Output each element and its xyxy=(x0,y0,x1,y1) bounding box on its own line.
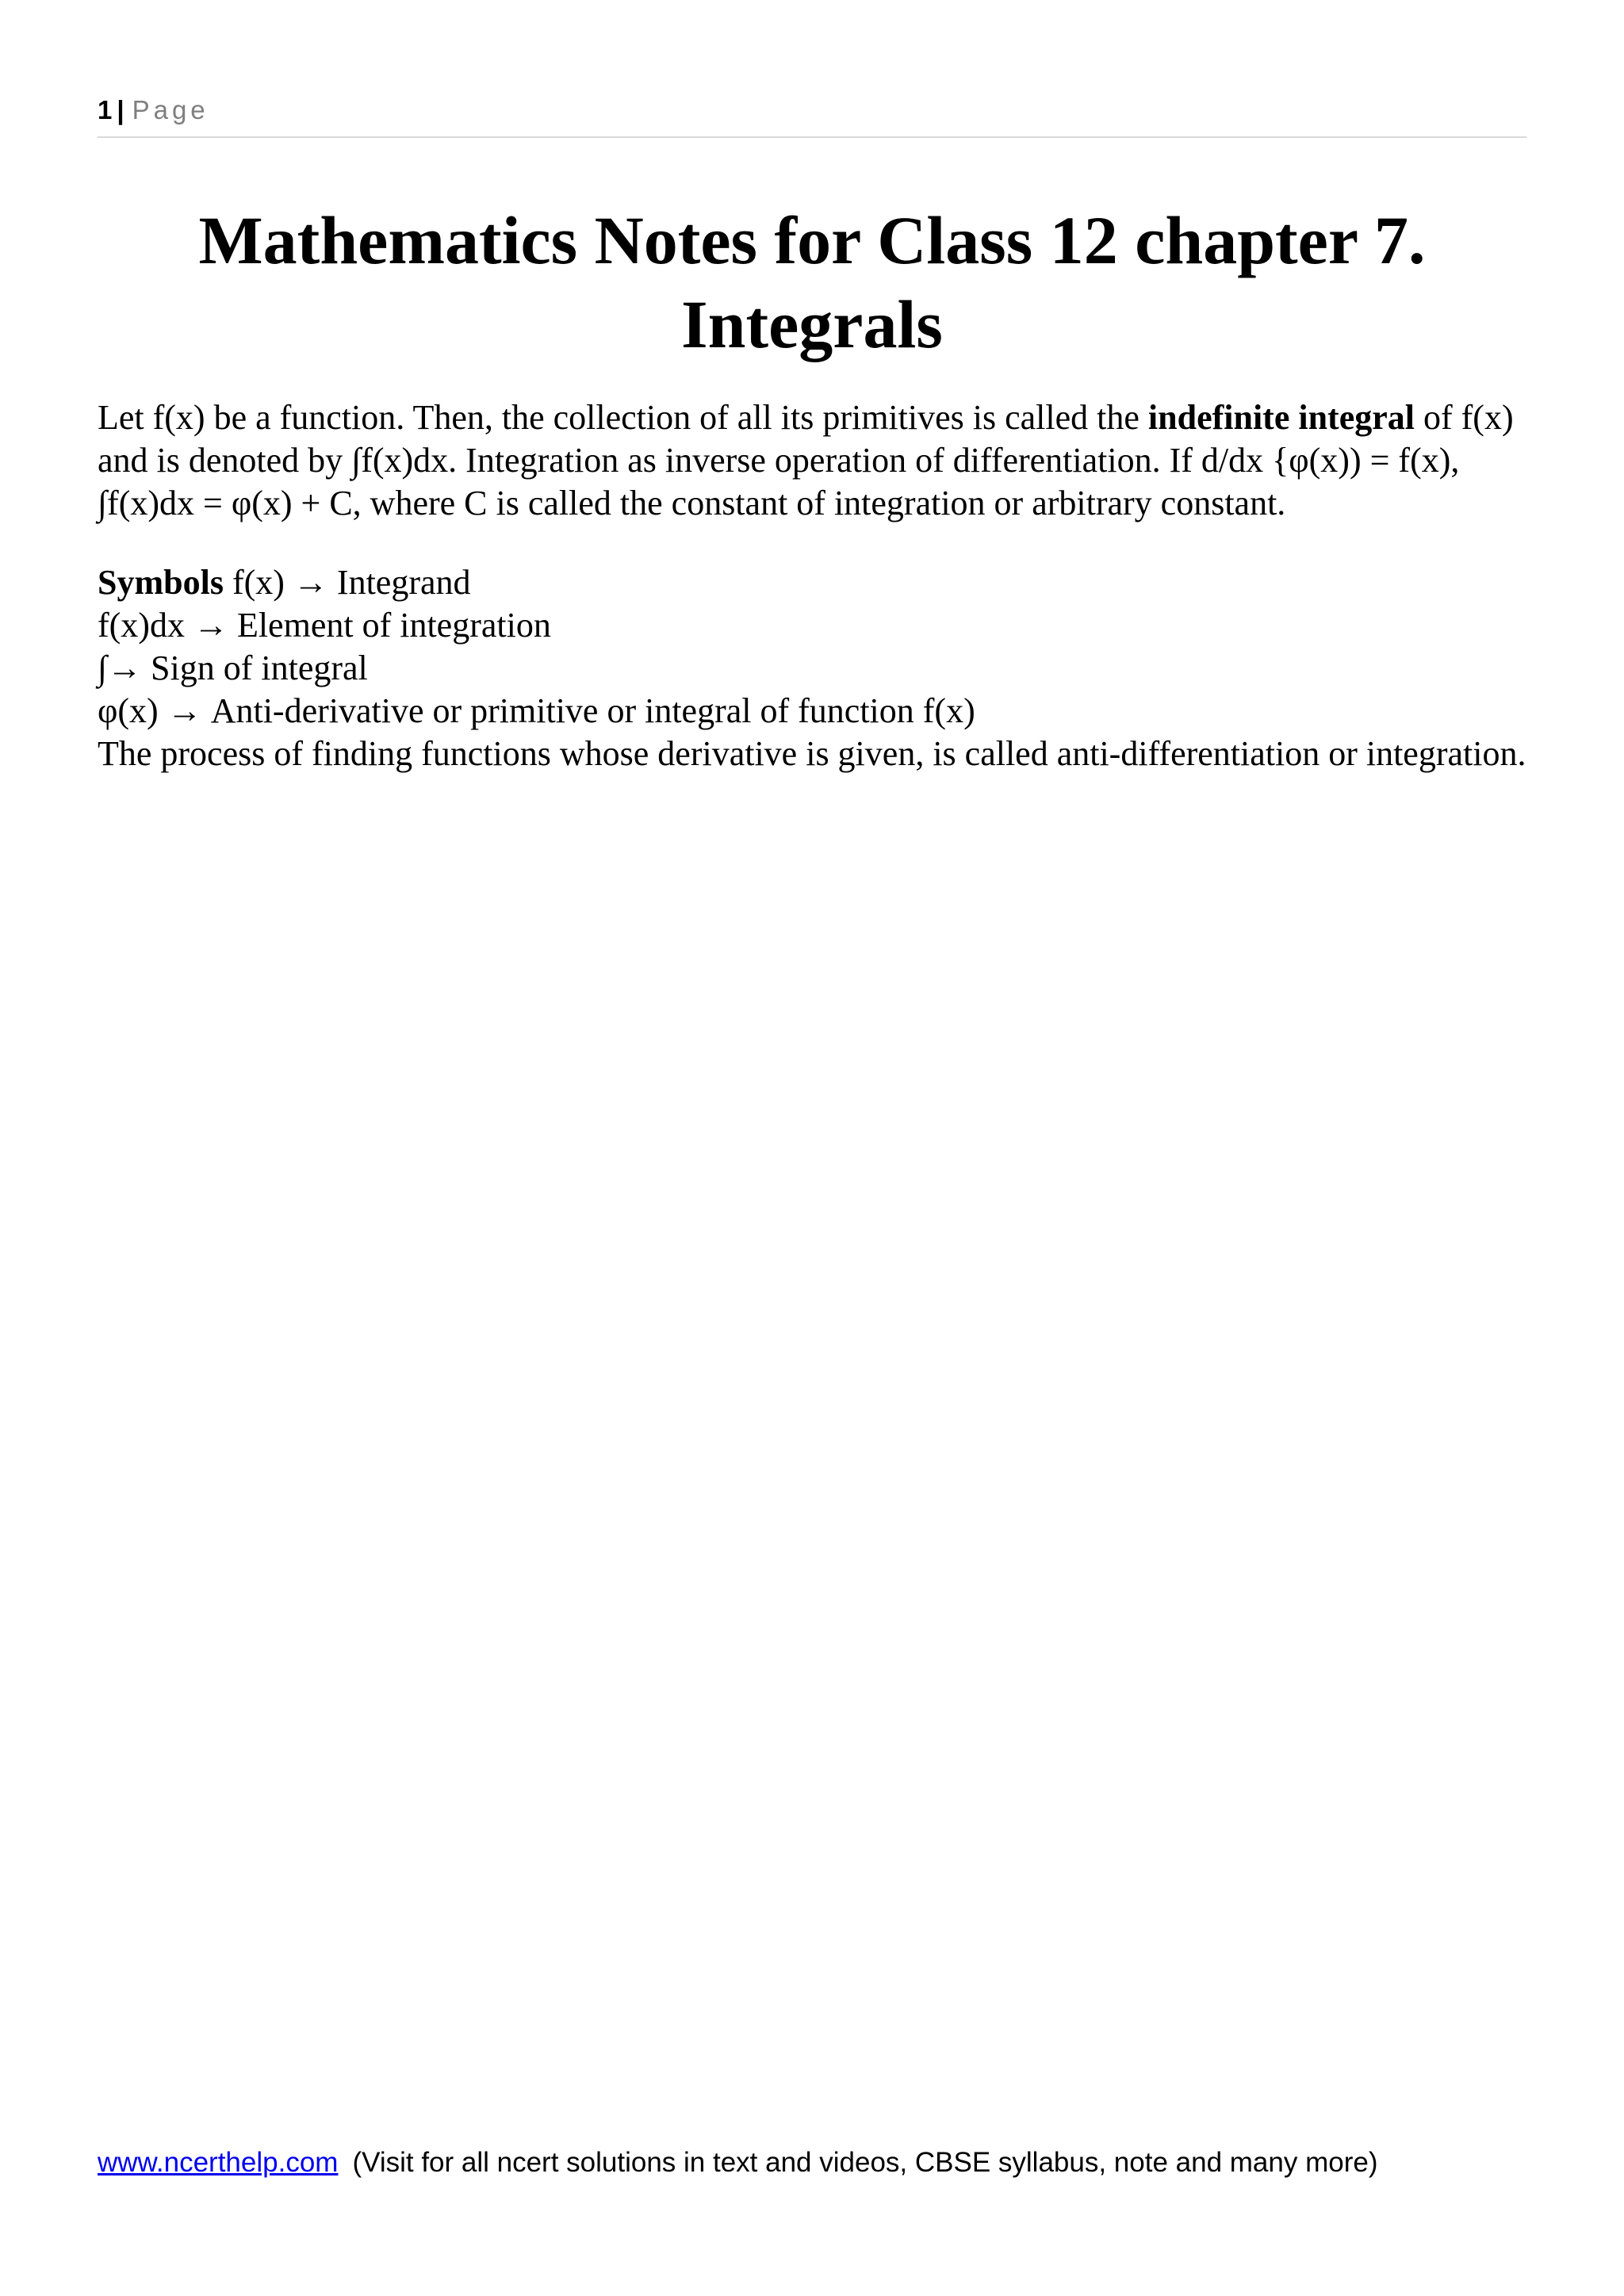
page-footer xyxy=(98,2147,1377,2179)
symbols-line xyxy=(98,561,1526,604)
intro-text-start: Let f(x) be a function. Then, the collection of all its primitives is called the xyxy=(98,398,1148,437)
document-body xyxy=(98,396,1526,775)
page-label: Page xyxy=(132,95,209,124)
symbol-element: f(x)dx → Element of integration xyxy=(98,606,551,645)
page-header xyxy=(98,95,1526,138)
intro-paragraph xyxy=(98,396,1526,525)
indefinite-integral-term: indefinite integral xyxy=(1147,398,1415,437)
page-separator: | xyxy=(117,95,124,124)
footer-note: (Visit for all ncert solutions in text and videos, CBSE syllabus, note and many more) xyxy=(352,2147,1378,2178)
symbol-integral-sign: ∫→ Sign of integral xyxy=(98,649,368,687)
page-title: Mathematics Notes for Class 12 chapter 7. Integrals xyxy=(198,202,1426,362)
symbols-section xyxy=(98,561,1526,775)
symbols-heading: Symbols xyxy=(98,563,224,602)
symbol-integrand: f(x) → Integrand xyxy=(223,563,471,602)
symbol-antiderivative: φ(x) → Anti-derivative or primitive or integral of function f(x) xyxy=(98,691,975,730)
intro-text-end: of f(x) and is denoted by ∫f(x)dx. Integration as inverse operation of differentiation. If d/dx {φ(x)) = f(x), ∫f(x)dx = φ(x) + C, where C is called the constant of integration or arbitrary constant. xyxy=(98,398,1514,522)
ncerthelp-link[interactable]: www.ncerthelp.com xyxy=(98,2147,339,2178)
page-number: 1 xyxy=(98,95,113,124)
anti-differentiation-definition: The process of finding functions whose derivative is given, is called anti-differentiation or integration. xyxy=(98,734,1526,773)
